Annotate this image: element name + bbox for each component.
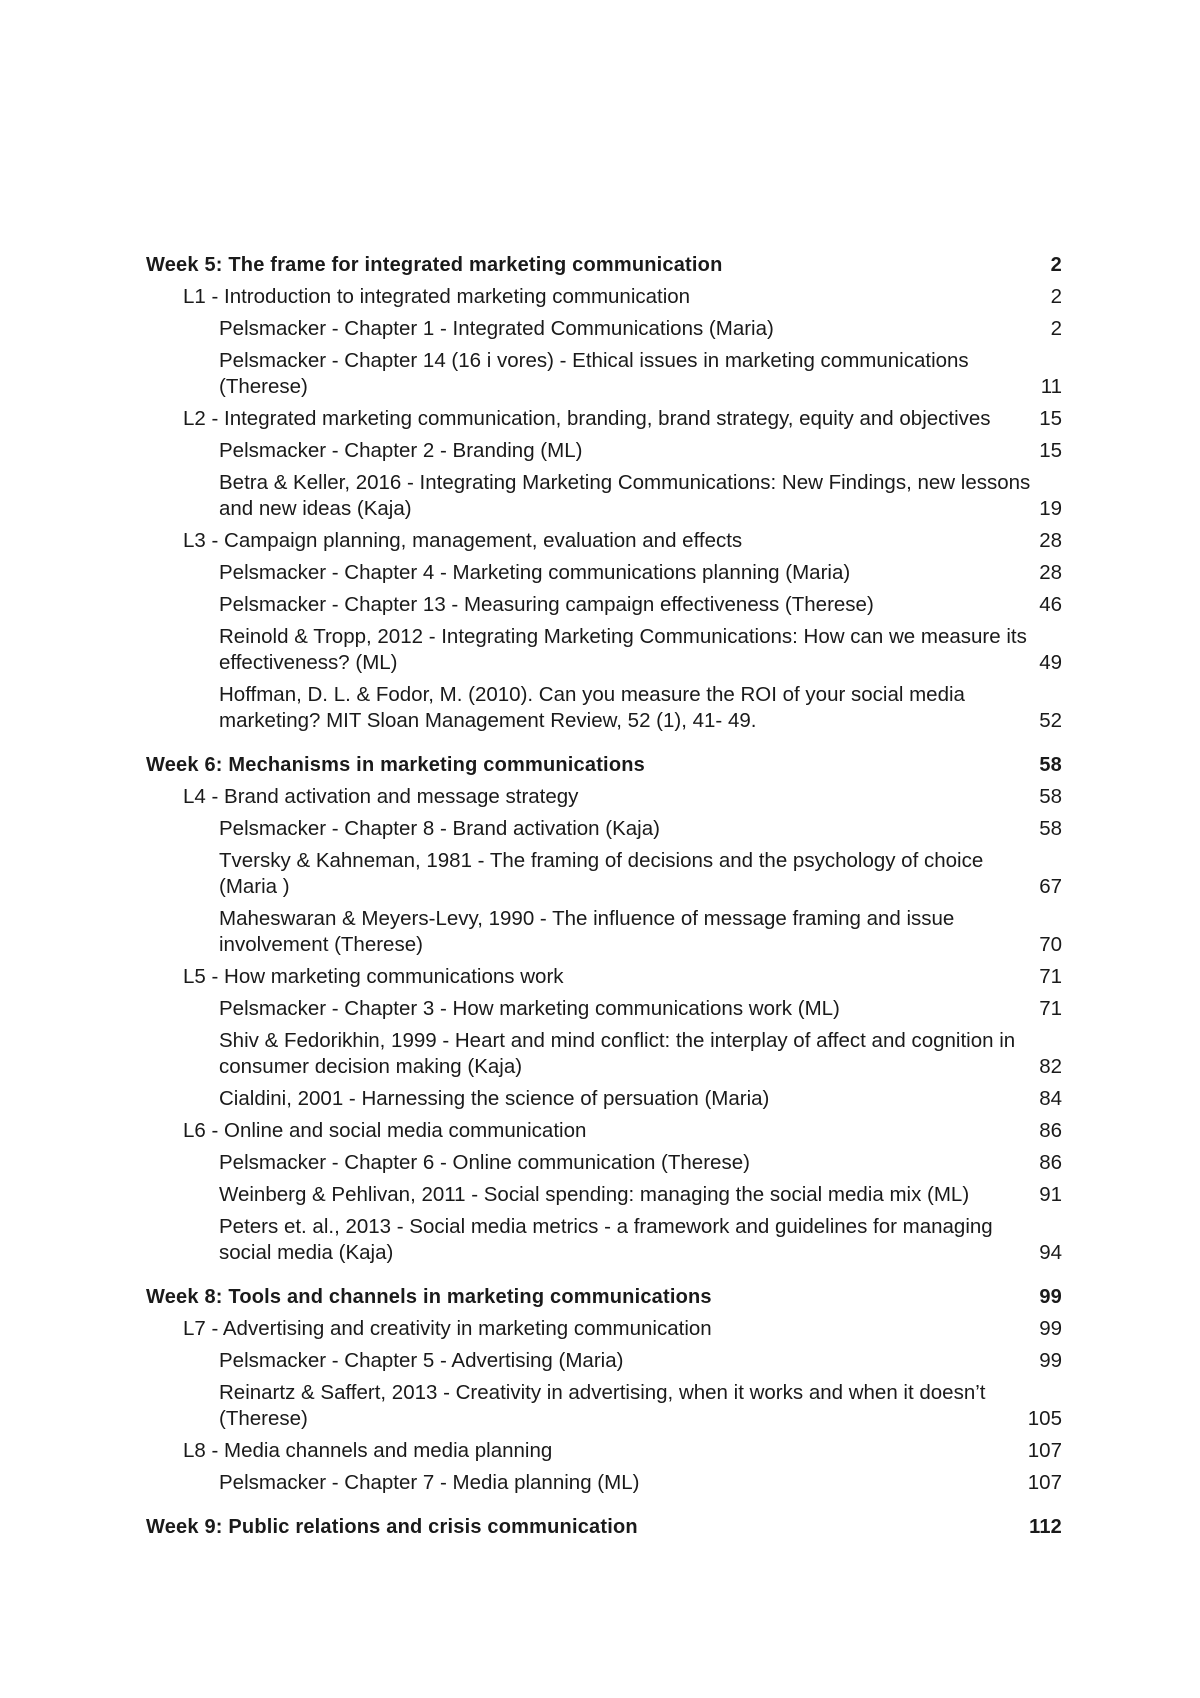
toc-entry-l2[interactable] <box>146 406 1062 432</box>
toc-entry[interactable] <box>146 1182 1062 1208</box>
toc-entry-page: 11 <box>1040 375 1062 398</box>
toc-entry-page: 99 <box>1039 1317 1062 1340</box>
toc-entry[interactable] <box>146 1380 1062 1432</box>
toc-entry-l6[interactable] <box>146 1118 1062 1144</box>
toc-entry-title: Maheswaran & Meyers-Levy, 1990 - The influence of message framing and issue involvement (Therese) <box>219 907 955 956</box>
toc-entry-title: Reinold & Tropp, 2012 - Integrating Marketing Communications: How can we measure its effectiveness? (ML) <box>219 625 1027 674</box>
toc-entry-title: L5 - How marketing communications work <box>183 965 564 988</box>
toc-entry-title: Pelsmacker - Chapter 8 - Brand activation (Kaja) <box>219 817 660 840</box>
toc-entry-title: Peters et. al., 2013 - Social media metrics - a framework and guidelines for managing social media (Kaja) <box>219 1215 993 1264</box>
toc-entry-page: 71 <box>1039 997 1062 1020</box>
toc-entry-week-6[interactable] <box>146 752 1062 778</box>
toc-entry-page: 19 <box>1039 497 1062 520</box>
toc-entry-title: Pelsmacker - Chapter 13 - Measuring campaign effectiveness (Therese) <box>219 593 874 616</box>
toc-entry[interactable] <box>146 1348 1062 1374</box>
toc-entry-title: Weinberg & Pehlivan, 2011 - Social spending: managing the social media mix (ML) <box>219 1183 970 1206</box>
toc-entry[interactable] <box>146 560 1062 586</box>
toc-entry-title: Tversky & Kahneman, 1981 - The framing of decisions and the psychology of choice (Maria ) <box>219 849 984 898</box>
toc-entry-page: 84 <box>1039 1087 1062 1110</box>
toc-entry-page: 86 <box>1039 1151 1062 1174</box>
toc-entry-title: L7 - Advertising and creativity in marketing communication <box>183 1317 712 1340</box>
toc-entry-l4[interactable] <box>146 784 1062 810</box>
toc-entry[interactable] <box>146 1028 1062 1080</box>
toc-entry[interactable] <box>146 348 1062 400</box>
toc-entry-page: 107 <box>1027 1439 1062 1462</box>
toc-entry-page: 46 <box>1039 593 1062 616</box>
toc-entry-l8[interactable] <box>146 1438 1062 1464</box>
toc-entry-title: Week 9: Public relations and crisis communication <box>146 1516 638 1538</box>
toc-entry[interactable] <box>146 1150 1062 1176</box>
toc-entry-title: L4 - Brand activation and message strategy <box>183 785 579 808</box>
toc-entry[interactable] <box>146 470 1062 522</box>
toc-entry-title: L6 - Online and social media communication <box>183 1119 587 1142</box>
toc-entry[interactable] <box>146 592 1062 618</box>
toc-entry-page: 70 <box>1039 933 1062 956</box>
toc-entry-page: 105 <box>1027 1407 1062 1430</box>
toc-entry-page: 2 <box>1050 285 1062 308</box>
toc-entry-l5[interactable] <box>146 964 1062 990</box>
toc-entry-page: 2 <box>1050 317 1062 340</box>
toc-entry-l3[interactable] <box>146 528 1062 554</box>
toc-entry-week-8[interactable] <box>146 1284 1062 1310</box>
toc-entry[interactable] <box>146 1086 1062 1112</box>
toc-entry-title: Pelsmacker - Chapter 2 - Branding (ML) <box>219 439 583 462</box>
toc-entry[interactable] <box>146 816 1062 842</box>
toc-entry[interactable] <box>146 624 1062 676</box>
toc-entry-title: Pelsmacker - Chapter 1 - Integrated Communications (Maria) <box>219 317 774 340</box>
toc-entry-title: Pelsmacker - Chapter 5 - Advertising (Maria) <box>219 1349 624 1372</box>
toc-entry-page: 99 <box>1039 1286 1062 1308</box>
toc-entry-title: Pelsmacker - Chapter 7 - Media planning (ML) <box>219 1471 640 1494</box>
toc-entry-title: L1 - Introduction to integrated marketing communication <box>183 285 691 308</box>
toc-entry-title: Betra & Keller, 2016 - Integrating Marketing Communications: New Findings, new lessons and new ideas (Kaja) <box>219 471 1031 520</box>
toc-entry-title: Pelsmacker - Chapter 3 - How marketing communications work (ML) <box>219 997 840 1020</box>
toc-entry[interactable] <box>146 996 1062 1022</box>
toc-entry-page: 82 <box>1039 1055 1062 1078</box>
toc-entry-page: 49 <box>1039 651 1062 674</box>
toc-entry-page: 58 <box>1039 785 1062 808</box>
toc-entry-page: 15 <box>1039 407 1062 430</box>
toc-entry[interactable] <box>146 1470 1062 1496</box>
toc-entry-title: Pelsmacker - Chapter 6 - Online communication (Therese) <box>219 1151 750 1174</box>
toc-entry[interactable] <box>146 1214 1062 1266</box>
toc-entry-page: 28 <box>1039 561 1062 584</box>
toc-entry-title: Pelsmacker - Chapter 14 (16 i vores) - Ethical issues in marketing communications (Therese) <box>219 349 969 398</box>
toc-entry-page: 71 <box>1039 965 1062 988</box>
toc-entry-page: 99 <box>1039 1349 1062 1372</box>
toc-entry-l7[interactable] <box>146 1316 1062 1342</box>
toc-entry-title: L8 - Media channels and media planning <box>183 1439 553 1462</box>
toc-entry-page: 94 <box>1039 1241 1062 1264</box>
toc-entry-page: 2 <box>1050 254 1062 276</box>
toc-entry-title: Shiv & Fedorikhin, 1999 - Heart and mind conflict: the interplay of affect and cognition in consumer decision making (Kaja) <box>219 1029 1016 1078</box>
toc-entry-title: L3 - Campaign planning, management, evaluation and effects <box>183 529 743 552</box>
toc-entry-page: 86 <box>1039 1119 1062 1142</box>
toc-entry-title: Cialdini, 2001 - Harnessing the science of persuation (Maria) <box>219 1087 770 1110</box>
toc-entry-title: Reinartz & Saffert, 2013 - Creativity in advertising, when it works and when it doesn’t (Therese) <box>219 1381 986 1430</box>
toc-entry-title: Week 5: The frame for integrated marketing communication <box>146 254 723 276</box>
toc-entry-page: 107 <box>1027 1471 1062 1494</box>
toc-entry-page: 28 <box>1039 529 1062 552</box>
toc-entry[interactable] <box>146 316 1062 342</box>
toc-entry[interactable] <box>146 682 1062 734</box>
table-of-contents <box>146 252 1062 1546</box>
toc-entry-page: 52 <box>1039 709 1062 732</box>
toc-entry-page: 58 <box>1039 817 1062 840</box>
toc-entry-title: Hoffman, D. L. & Fodor, M. (2010). Can you measure the ROI of your social media marketing? MIT Sloan Management Review, 52 (1), 41- 49. <box>219 683 965 732</box>
toc-entry-week-5[interactable] <box>146 252 1062 278</box>
toc-entry-page: 15 <box>1039 439 1062 462</box>
toc-entry[interactable] <box>146 906 1062 958</box>
toc-entry-l1[interactable] <box>146 284 1062 310</box>
toc-entry-page: 58 <box>1039 754 1062 776</box>
toc-entry-week-9[interactable] <box>146 1514 1062 1540</box>
toc-entry-page: 91 <box>1039 1183 1062 1206</box>
toc-entry[interactable] <box>146 438 1062 464</box>
toc-entry-title: Week 6: Mechanisms in marketing communications <box>146 754 645 776</box>
toc-entry-title: Week 8: Tools and channels in marketing communications <box>146 1286 712 1308</box>
toc-entry-title: Pelsmacker - Chapter 4 - Marketing communications planning (Maria) <box>219 561 851 584</box>
toc-entry-page: 112 <box>1029 1516 1062 1538</box>
toc-entry-page: 67 <box>1039 875 1062 898</box>
toc-entry[interactable] <box>146 848 1062 900</box>
toc-entry-title: L2 - Integrated marketing communication, branding, brand strategy, equity and objectives <box>183 407 991 430</box>
